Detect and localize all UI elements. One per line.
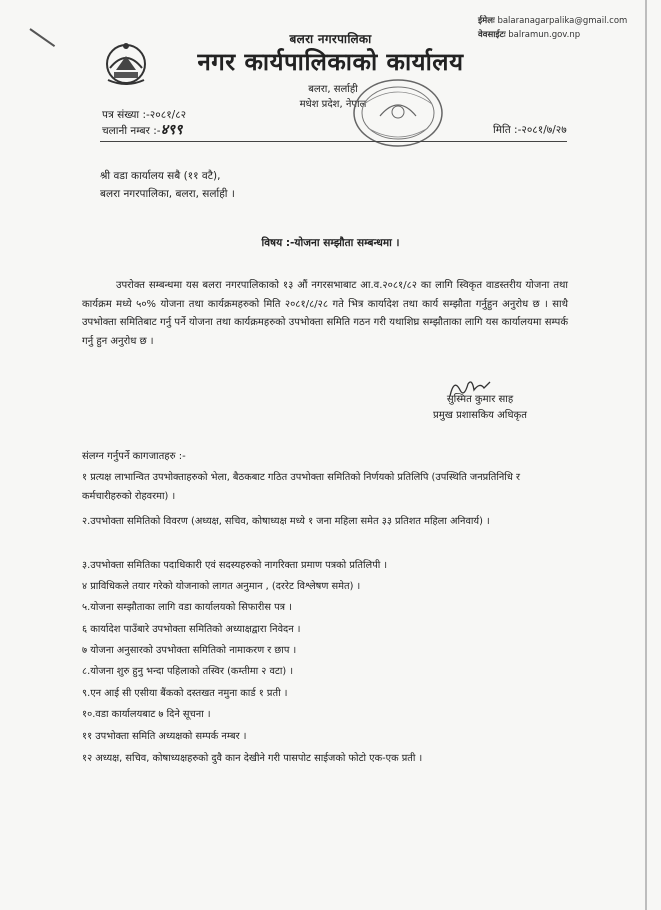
recipient-line-2: बलरा नगरपालिका, बलरा, सर्लाही । [100, 188, 235, 200]
enclosure-item: ११ उपभोक्ता समिति अध्यक्षको सम्पर्क नम्बर । [82, 731, 247, 742]
address-line-1: बलरा, सर्लाही [308, 84, 358, 95]
enclosure-item: १२ अध्यक्ष, सचिव, कोषाध्यक्षहरुको दुवै कान देखीने गरी पासपोट साईजको फोटो एक-एक प्रती । [82, 753, 423, 764]
scan-edge [645, 0, 647, 910]
dispatch-label: चलानी नम्बर :- [102, 125, 161, 137]
website-link[interactable]: balramun.gov.np [508, 30, 581, 40]
enclosures-title: संलग्न गर्नुपर्ने कागजातहरु :- [82, 451, 186, 462]
letter-subject: विषय :-योजना सम्झौता सम्बन्धमा । [261, 237, 400, 249]
enclosure-item: ८.योजना शुरु हुनु भन्दा पहिलाको तस्विर (कम्तीमा २ वटा) । [82, 666, 294, 677]
email-label: ईमेलः [478, 16, 495, 26]
recipient-line-1: श्री वडा कार्यालय सबै (११ वटै), [100, 170, 221, 182]
letter-number: पत्र संख्या :-२०८१/८२ [102, 109, 187, 121]
enclosure-item: ९.एन आई सी एसीया बैंकको दस्तखत नमुना कार्ड १ प्रती । [82, 688, 288, 699]
enclosure-item: ३.उपभोक्ता समितिका पदाधिकारी एवं सदस्यहरुको नागरिक्ता प्रमाण पत्रको प्रतिलिपी । [82, 560, 388, 571]
enclosure-item: १०.वडा कार्यालयबाट ७ दिने सूचना । [82, 709, 211, 720]
enclosure-item: ७ योजना अनुसारको उपभोक्ता समितिको नामाकरण र छाप । [82, 645, 297, 656]
enclosure-item: ६ कार्यादेश पाउँबारे उपभोक्ता समितिको अध्याक्षद्वारा निवेदन । [82, 624, 301, 635]
signer-block [420, 392, 540, 424]
signer-title: प्रमुख प्रशासकिय अधिकृत [433, 410, 527, 421]
office-title: नगर कार्यपालिकाको कार्यालय [197, 48, 464, 76]
enclosure-item: ४ प्राविधिकले तयार गरेको योजनाको लागत अनुमान , (दररेट विश्लेषण समेत) । [82, 581, 361, 592]
municipality-name: बलरा नगरपालिका [289, 32, 372, 46]
header-divider [100, 141, 567, 142]
recipient-block [100, 167, 235, 203]
reference-block [102, 108, 186, 139]
enclosure-item: ५.योजना सम्झौताका लागि वडा कार्यालयको सिफारीस पत्र । [82, 602, 292, 613]
signer-name: सुस्मित कुमार साह [446, 394, 514, 405]
office-seal-stamp [350, 76, 446, 150]
enclosure-item: १ प्रत्यक्ष लाभान्वित उपभोक्ताहरुको भेला, बैठकबाट गठित उपभोक्ता समितिको निर्णयको प्रतिलिपि (उपस्थिति जनप्रतिनिधि र कर्मचारीहरुको रोहवरमा) । [82, 472, 520, 502]
letter-date: मिति :-२०८१/७/२७ [493, 124, 567, 136]
website-label: वेवसाईटः [478, 30, 506, 40]
email-link[interactable]: balaranagarpalika@gmail.com [497, 16, 628, 26]
address-line-2: मधेश प्रदेश, नेपाल [299, 99, 367, 110]
letter-body: उपरोक्त सम्बन्धमा यस बलरा नगरपालिकाको १३ औं नगरसभाबाट आ.व.२०८१/८२ का लागि स्विकृत वाडस्तरीय योजना तथा कार्यक्रम मध्ये ५०% योजना तथा कार्यक्रमहरुको मिति २०८१/८/२८ गते भित्र कार्यादेश तथा कार्य सम्झौता गर्नुहुन अनुरोध छ । साथै उपभोक्ता समितिबाट गर्नु पर्ने योजना तथा कार्यक्रमहरुको उपभोक्ता समिति गठन गरी यथाशिघ्र सम्झौताका लागि यस कार्यालयमा सम्पर्क गर्नु हुन अनुरोध छ । [82, 280, 568, 347]
dispatch-number: ४९९ [160, 122, 183, 138]
enclosure-item: २.उपभोक्ता समितिको विवरण (अध्यक्ष, सचिव, कोषाध्यक्ष मध्ये १ जना महिला समेत ३३ प्रतिशत महिला अनिवार्य) । [82, 516, 490, 527]
